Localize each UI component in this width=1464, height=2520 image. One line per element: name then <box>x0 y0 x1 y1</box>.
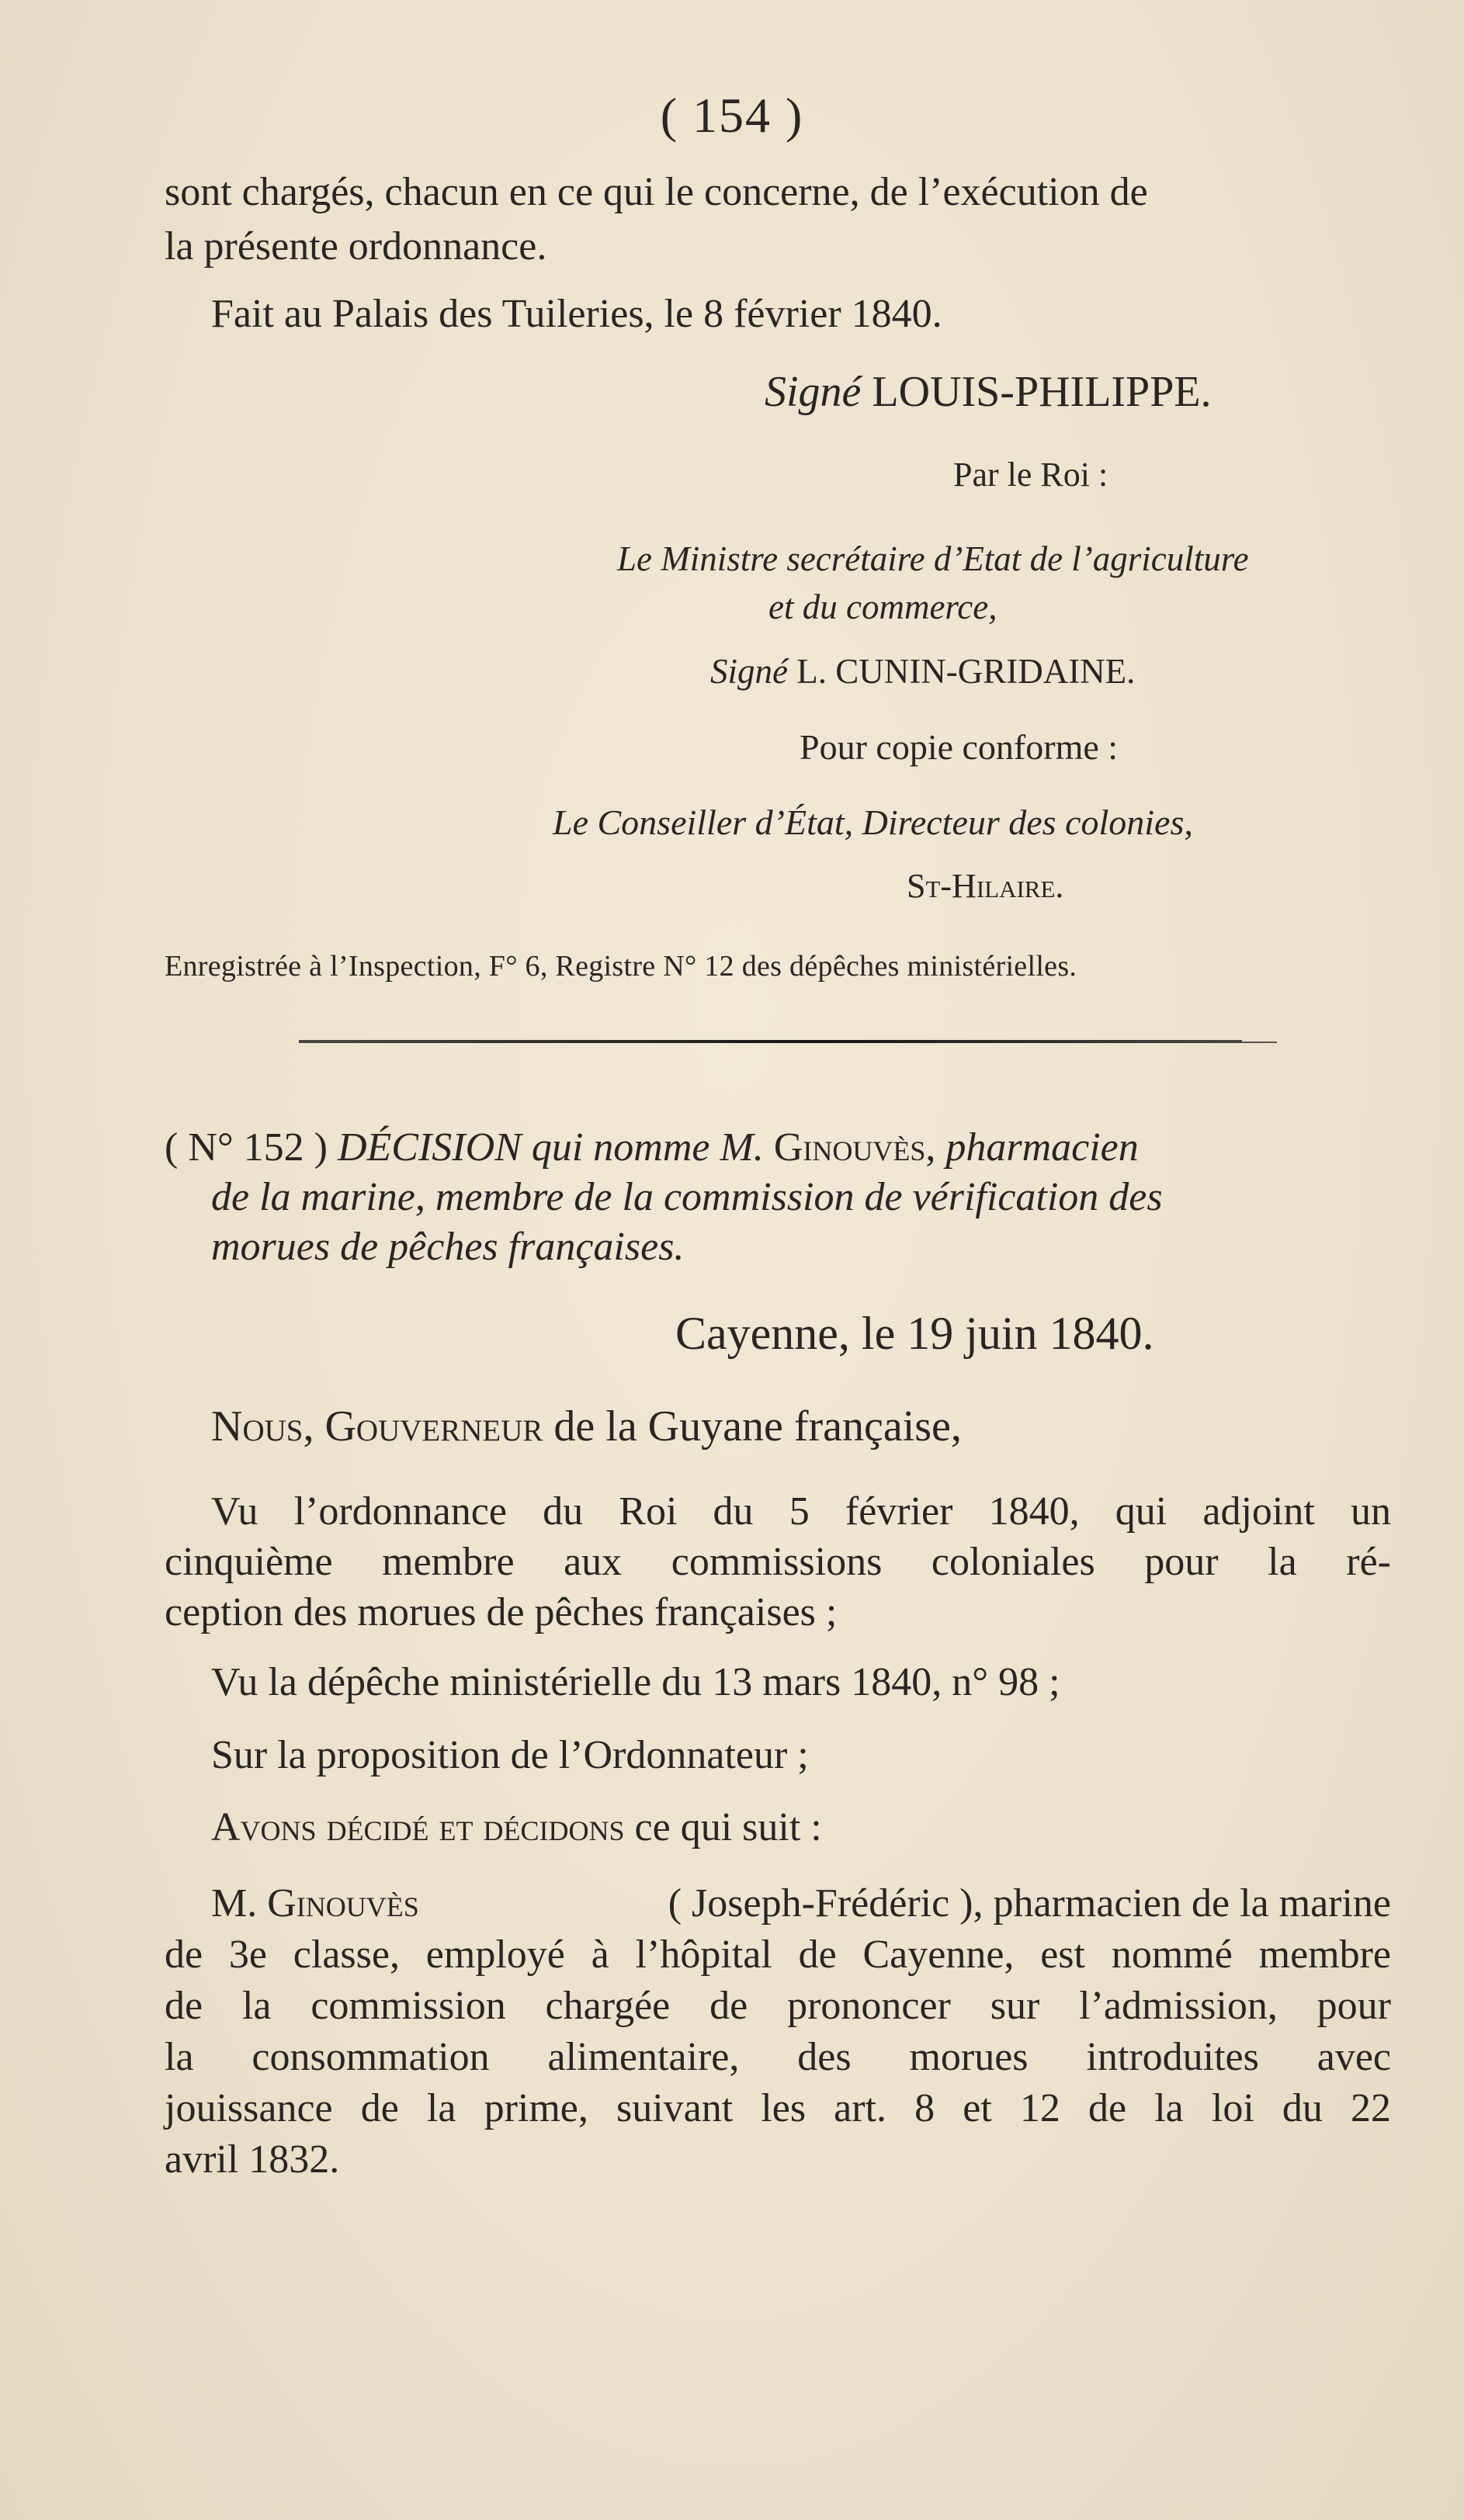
ministre-line-2: et du commerce, <box>768 588 997 626</box>
page-number: ( 154 ) <box>660 88 804 143</box>
conseiller-etat: Le Conseiller d’État, Directeur des colonies, <box>553 802 1193 842</box>
vu-ordonnance-line-2: cinquième membre aux commissions coloniales pour la ré- <box>165 1540 1391 1584</box>
avons-decide-words: Avons décidé et décidons <box>211 1805 625 1849</box>
guyane-francaise: de la Guyane française, <box>553 1402 962 1451</box>
body-line-1-text: ( Joseph-Frédéric ), pharmacien de la marine <box>668 1881 1391 1926</box>
m-ginouves: M. Ginouvès <box>211 1881 419 1926</box>
vu-ordonnance-line-3: ception des morues de pêches françaises ; <box>165 1590 838 1634</box>
body-line-4: la consommation alimentaire, des morues introduites avec <box>165 2035 1391 2079</box>
decision-title-line-2: de la marine, membre de la commission de vérification des <box>211 1175 1163 1219</box>
body-line-1 <box>211 1877 1391 1931</box>
ordonnance-line-2: la présente ordonnance. <box>165 224 547 269</box>
decision-title-line-3: morues de pêches françaises. <box>211 1225 685 1269</box>
decision-title-part1: DÉCISION qui nomme M. <box>337 1125 764 1170</box>
minister-name: L. CUNIN-GRIDAINE. <box>796 652 1136 691</box>
body-line-3: de la commission chargée de prononcer sur l’admission, pour <box>165 1984 1391 2028</box>
decision-person-name: Ginouvès, <box>773 1125 936 1170</box>
decision-title-part2: pharmacien <box>945 1125 1139 1170</box>
section-divider-tail <box>1242 1042 1277 1043</box>
vu-depeche: Vu la dépêche ministérielle du 13 mars 1840, n° 98 ; <box>211 1660 1060 1704</box>
signature-minister <box>710 648 1135 695</box>
ministre-line-1: Le Ministre secrétaire d’Etat de l’agriculture <box>617 539 1249 578</box>
signature-king <box>765 365 1212 419</box>
gouverneur-word: Gouverneur <box>324 1402 543 1451</box>
king-name: LOUIS-PHILIPPE. <box>872 368 1212 416</box>
vu-ordonnance-line-1: Vu l’ordonnance du Roi du 5 février 1840, qui adjoint un <box>211 1489 1391 1534</box>
avons-decide <box>211 1801 1438 1855</box>
nous-gouverneur <box>211 1397 962 1456</box>
body-line-2: de 3e classe, employé à l’hôpital de Cayenne, est nommé membre <box>165 1932 1391 1977</box>
pour-copie-conforme: Pour copie conforme : <box>800 727 1119 767</box>
fait-au-palais: Fait au Palais des Tuileries, le 8 février 1840. <box>211 292 942 336</box>
nous-word: Nous, <box>211 1402 314 1451</box>
ordonnance-line-1: sont chargés, chacun en ce qui le concerne, de l’exécution de <box>165 170 1148 214</box>
body-line-6: avril 1832. <box>165 2137 340 2182</box>
body-line-5: jouissance de la prime, suivant les art. 8 et 12 de la loi du 22 <box>165 2086 1391 2130</box>
place-and-date: Cayenne, le 19 juin 1840. <box>675 1308 1154 1359</box>
par-le-roi: Par le Roi : <box>953 456 1108 494</box>
decision-heading <box>165 1123 1391 1272</box>
section-divider <box>299 1040 1242 1043</box>
ce-qui-suit: ce qui suit : <box>634 1805 822 1849</box>
st-hilaire-signature: St-Hilaire. <box>907 867 1064 905</box>
decision-number: ( N° 152 ) <box>165 1125 328 1170</box>
signe-label: Signé <box>765 368 862 416</box>
signe-label: Signé <box>710 652 788 691</box>
sur-proposition: Sur la proposition de l’Ordonnateur ; <box>211 1733 809 1777</box>
enregistrement-note: Enregistrée à l’Inspection, F° 6, Registre N° 12 des dépêches ministérielles. <box>165 950 1077 983</box>
